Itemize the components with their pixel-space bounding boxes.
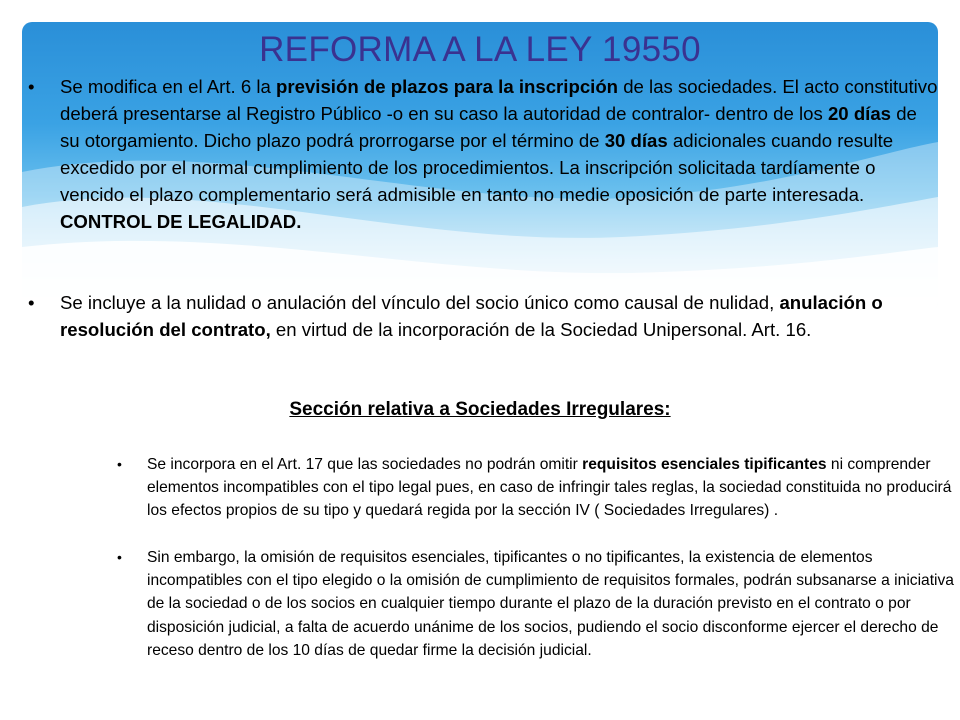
text: adicionales cuando resulte excedido por el normal cumplimiento de los procedimientos. La inscripción solicitada tardíamente o vencido el plazo complementario será admisible en tanto no medie oposición de parte interesada. [60, 130, 894, 205]
bullet-dot: • [28, 292, 35, 313]
text: Se incluye a la nulidad o anulación del vínculo del socio único como causal de nulidad, [60, 292, 780, 313]
slide-title: REFORMA A LA LEY 19550 [259, 30, 701, 69]
bullet-dot: • [28, 76, 35, 97]
bold-text: anulación o resolución del contrato, [60, 292, 883, 340]
sub-bullet-art17 [117, 453, 960, 523]
bold-text: CONTROL DE LEGALIDAD. [60, 211, 302, 232]
text: Sin embargo, la omisión de requisitos esenciales, tipificantes o no tipificantes, la existencia de elementos incompatibles con el tipo elegido o la omisión de cumplimiento de requisitos formales, podrán subsanarse a iniciativa de la sociedad o de los socios en cualquier tiempo durante el plazo de la duración previsto en el contrato o por disposición judicial, a falta de acuerdo unánime de los socios, pudiendo el socio disconforme ejercer el derecho de receso dentro de los 10 días de quedar firme la decisión judicial. [147, 549, 954, 659]
bullet-plazos [28, 73, 940, 235]
bold-text: requisitos esenciales tipificantes [582, 456, 827, 473]
bullet-nulidad [28, 289, 940, 343]
section-heading: Sección relativa a Sociedades Irregulares: [289, 399, 671, 420]
bold-text: 30 días [604, 130, 668, 151]
text: ni comprender elementos incompatibles con el tipo legal pues, en caso de infringir tales reglas, la sociedad constituida no producirá los efectos propios de su tipo y quedará regida por la sección IV ( Sociedades Irregulares) . [147, 456, 952, 520]
text: en virtud de la incorporación de la Sociedad Unipersonal. Art. 16. [270, 319, 812, 340]
text: Se incorpora en el Art. 17 que las sociedades no podrán omitir [147, 456, 583, 473]
bullet-dot: • [117, 456, 122, 472]
text: Se modifica en el Art. 6 la [60, 76, 277, 97]
bold-text: previsión de plazos para la inscripción [276, 76, 619, 97]
bullet-dot: • [117, 549, 122, 565]
text: de las sociedades. El acto constitutivo deberá presentarse al Registro Público -o en su caso la autoridad de contralor- dentro de los [60, 76, 938, 124]
text: de su otorgamiento. Dicho plazo podrá prorrogarse por el término de [60, 103, 917, 151]
bold-text: 20 días [827, 103, 892, 124]
sub-bullet-subsanacion [117, 546, 960, 662]
